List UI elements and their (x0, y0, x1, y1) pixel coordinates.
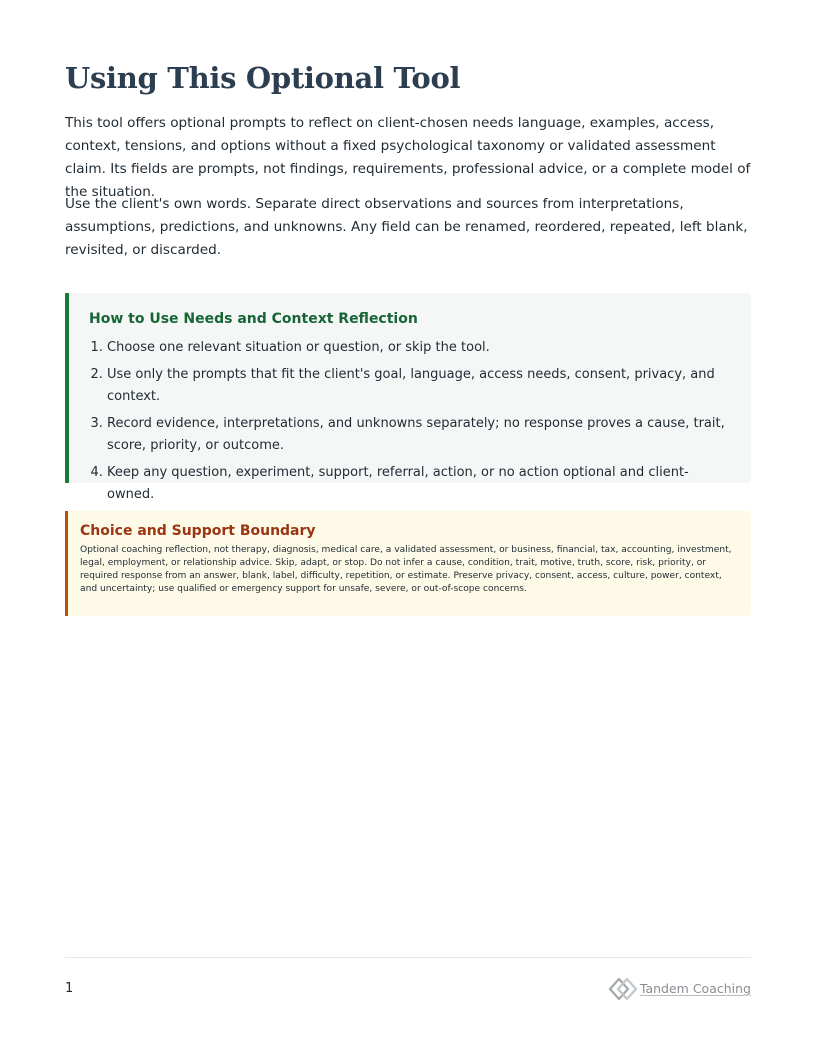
how-to-step: 4. Keep any question, experiment, support, referral, action, or no action optional and client-owned. (107, 462, 733, 506)
how-to-steps (89, 337, 733, 506)
support-boundary-callout (65, 511, 751, 616)
boundary-title: Choice and Support Boundary (80, 523, 316, 539)
boundary-text: Optional coaching reflection, not therapy, diagnosis, medical care, a validated assessment, or business, financial, tax, accounting, investment, legal, employment, or relationship advice. Skip, adapt, or stop. Do not infer a cause, condition, trait, motive, truth, score, risk, priority, or required response from an answer, blank, label, difficulty, repetition, or estimate. Preserve privacy, consent, access, culture, power, context, and uncertainty; use qualified or emergency support for unsafe, severe, or out-of-scope concerns. (80, 545, 732, 594)
interlocking-diamonds-logo-icon (608, 976, 638, 1002)
how-to-callout (65, 293, 751, 502)
footer-divider (65, 957, 751, 958)
document-page (65, 0, 751, 1056)
intro-paragraph: Use the client's own words. Separate direct observations and sources from interpretations, assumptions, predictions, and unknowns. Any field can be renamed, reordered, repeated, left blank, revisited, or discarded. (65, 196, 748, 258)
how-to-step: 3. Record evidence, interpretations, and unknowns separately; no response proves a cause, trait, score, priority, or outcome. (107, 413, 733, 457)
how-to-step: 1. Choose one relevant situation or question, or skip the tool. (107, 337, 733, 359)
how-to-title: How to Use Needs and Context Reflection (89, 311, 418, 327)
brand-name: Tandem Coaching (639, 981, 751, 996)
page-number: 1 (65, 981, 74, 996)
how-to-step: 2. Use only the prompts that fit the client's goal, language, access needs, consent, privacy, and context. (107, 364, 733, 408)
page-title: Using This Optional Tool (65, 61, 461, 95)
brand-logo (608, 976, 751, 1002)
intro-paragraph: This tool offers optional prompts to reflect on client-chosen needs language, examples, access, context, tensions, and options without a fixed psychological taxonomy or validated assessment claim. Its fields are prompts, not findings, requirements, professional advice, or a complete model of the situation. (65, 115, 751, 200)
